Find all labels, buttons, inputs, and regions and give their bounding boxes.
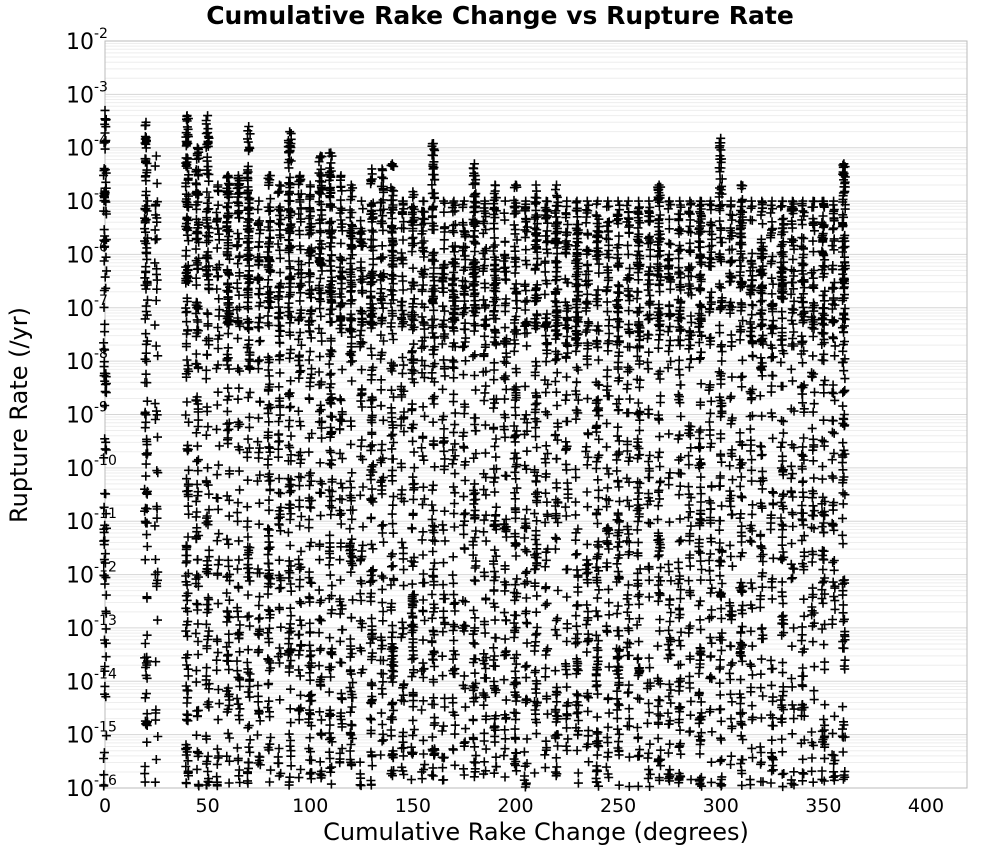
x-tick-label: 350: [805, 795, 842, 817]
y-tick-base: 10: [66, 563, 94, 589]
y-tick-base: 10: [66, 296, 94, 322]
y-tick-base: 10: [66, 350, 94, 376]
y-tick-exponent: -9: [94, 399, 108, 416]
y-tick-exponent: -3: [94, 79, 108, 96]
y-tick-base: 10: [66, 30, 94, 55]
x-tick-label: 150: [394, 795, 431, 817]
y-tick-exponent: -7: [94, 292, 108, 309]
y-tick-exponent: -5: [94, 186, 108, 203]
y-tick-exponent: -11: [94, 506, 117, 523]
y-tick-base: 10: [66, 190, 94, 216]
y-tick-exponent: -4: [94, 132, 108, 149]
y-tick-exponent: -12: [94, 559, 117, 576]
x-tick-label: 50: [195, 795, 220, 817]
y-tick-base: 10: [66, 243, 94, 269]
x-tick-label: 0: [98, 795, 112, 817]
x-tick-label: 250: [599, 795, 637, 817]
y-axis-label: Rupture Rate (/yr): [5, 307, 33, 523]
x-tick-label: 300: [702, 795, 739, 817]
x-tick-label: 100: [292, 795, 329, 817]
y-tick-exponent: -15: [94, 719, 117, 736]
y-tick-exponent: -10: [94, 452, 117, 469]
y-tick-base: 10: [66, 510, 94, 536]
y-tick-exponent: -14: [94, 666, 117, 683]
y-tick-base: 10: [66, 723, 94, 749]
y-tick-exponent: -2: [94, 26, 108, 42]
y-tick-base: 10: [66, 83, 94, 109]
y-tick-base: 10: [66, 777, 94, 802]
y-tick-base: 10: [66, 136, 94, 162]
y-tick-exponent: -6: [94, 239, 108, 256]
y-tick-exponent: -8: [94, 346, 108, 363]
x-tick-label: 400: [907, 795, 945, 817]
y-tick-base: 10: [66, 403, 94, 429]
chart-title: Cumulative Rake Change vs Rupture Rate: [206, 1, 794, 30]
y-tick-exponent: -13: [94, 612, 117, 629]
y-tick-exponent: -16: [94, 773, 117, 789]
y-tick-base: 10: [66, 670, 94, 696]
y-tick-base: 10: [66, 616, 94, 642]
x-axis-label: Cumulative Rake Change (degrees): [323, 818, 749, 846]
x-tick-label: 200: [497, 795, 534, 817]
y-tick-base: 10: [66, 456, 94, 482]
